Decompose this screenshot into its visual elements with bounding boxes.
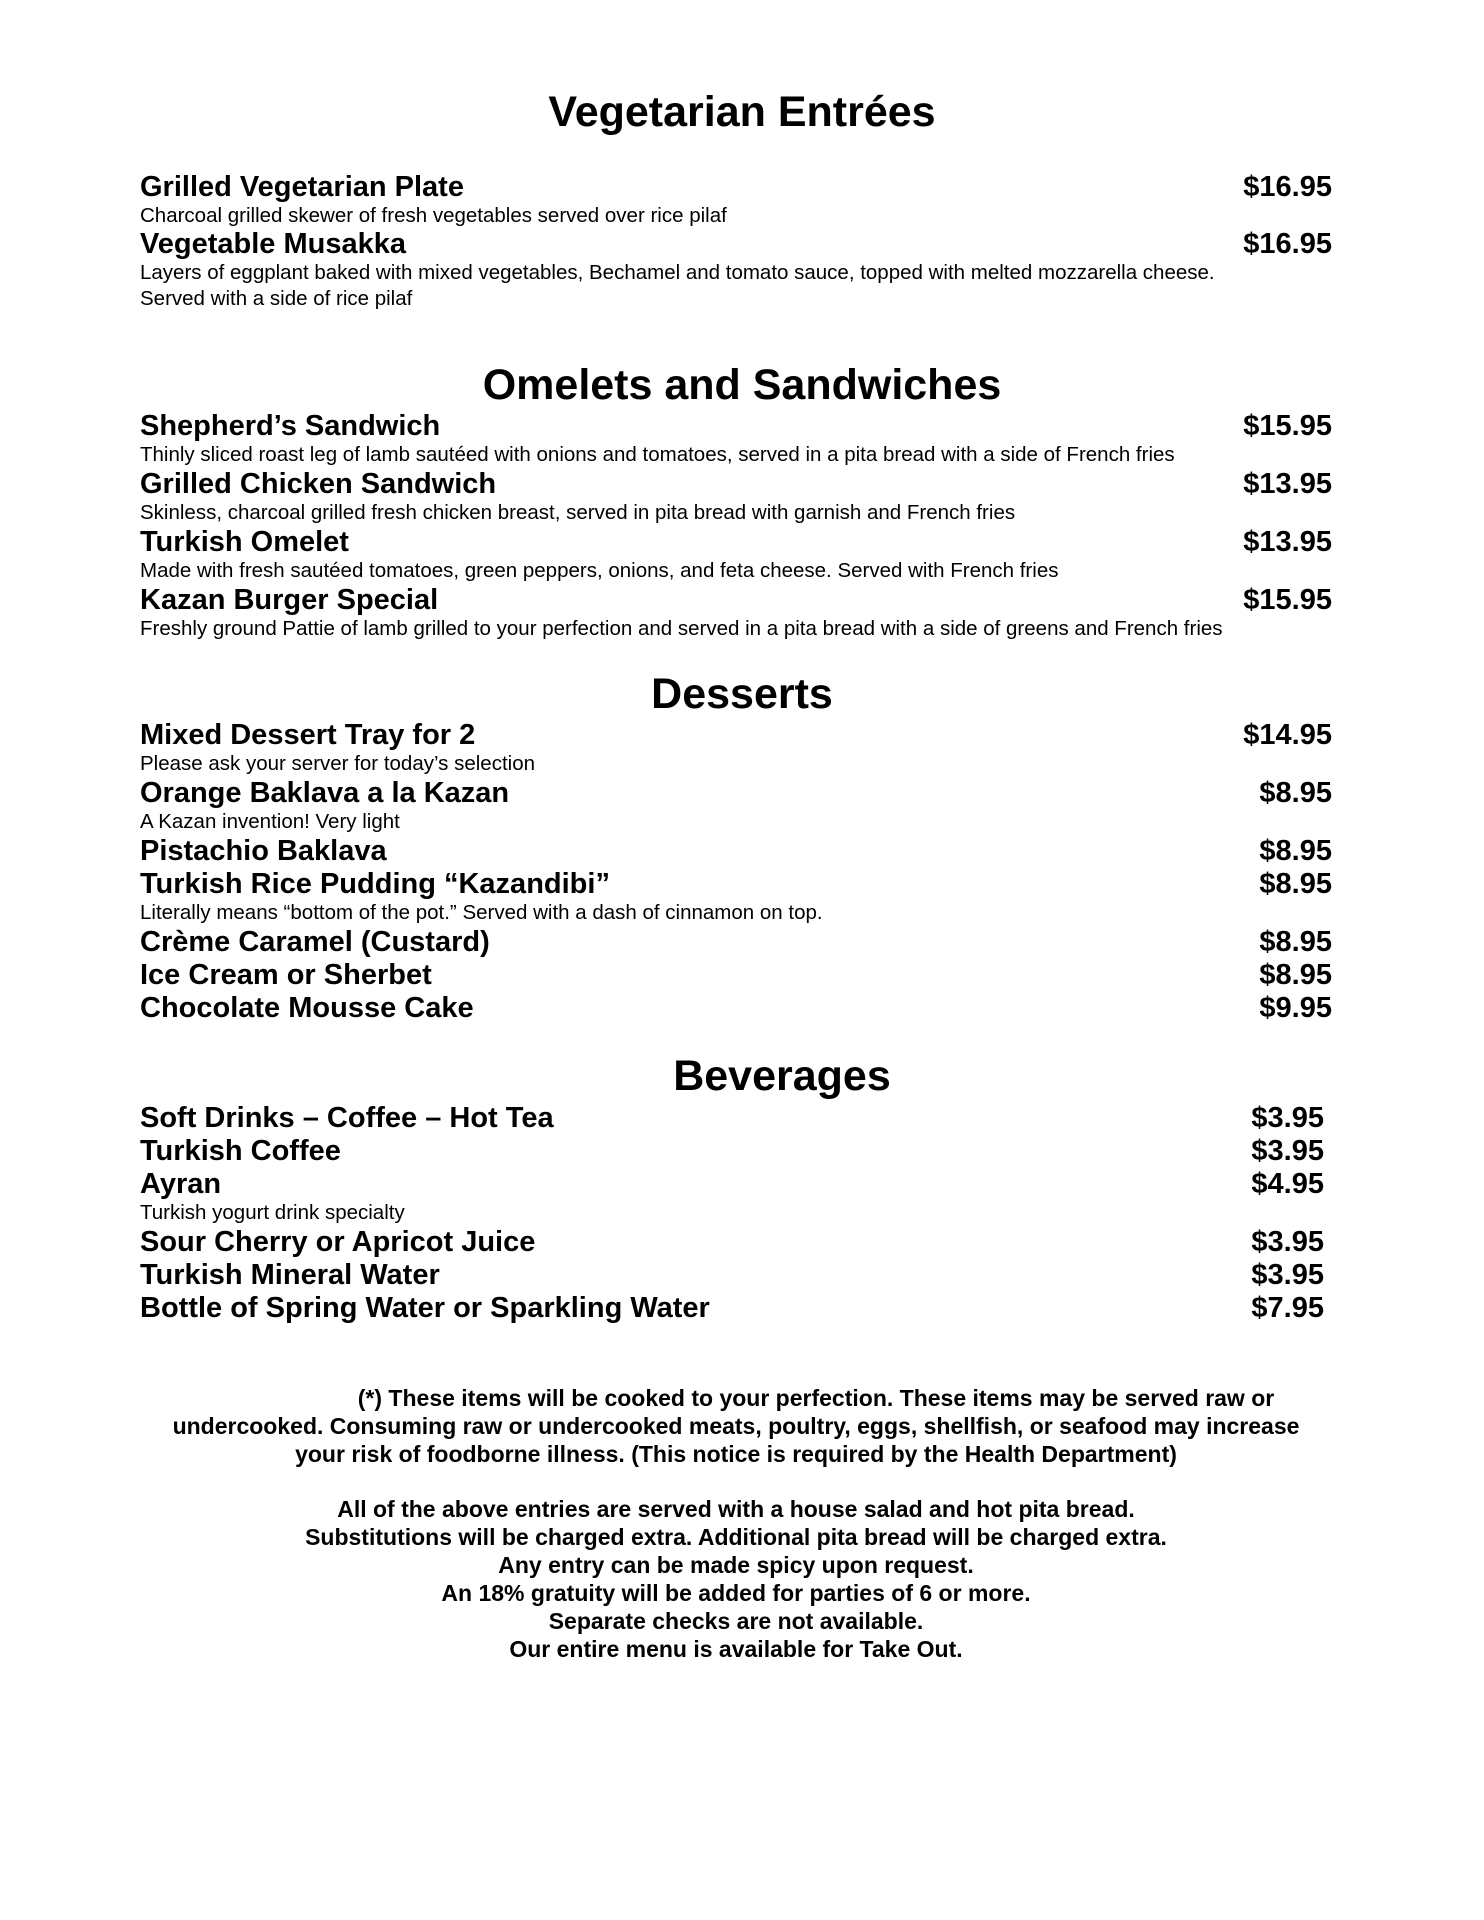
item-price: $16.95: [1243, 228, 1332, 260]
menu-item: [140, 991, 1332, 1025]
menu-item: [140, 1291, 1324, 1325]
item-name: Ice Cream or Sherbet: [140, 959, 432, 991]
section-title-desserts: Desserts: [651, 670, 833, 718]
item-name: Turkish Mineral Water: [140, 1259, 440, 1291]
menu-item: [140, 170, 1332, 204]
menu-item: [140, 718, 1332, 752]
item-name: Grilled Chicken Sandwich: [140, 468, 497, 500]
health-notice-line: your risk of foodborne illness. (This notice is required by the Health Department): [295, 1441, 1177, 1467]
item-price: $3.95: [1251, 1226, 1324, 1258]
menu-item: [140, 958, 1332, 992]
item-description: A Kazan invention! Very light: [140, 810, 400, 833]
item-description: Please ask your server for today’s selection: [140, 752, 536, 775]
policy-line: Substitutions will be charged extra. Additional pita bread will be charged extra.: [305, 1524, 1167, 1550]
item-name: Kazan Burger Special: [140, 584, 439, 616]
policy-notes: [140, 1495, 1332, 1663]
item-name: Orange Baklava a la Kazan: [140, 777, 510, 809]
item-name: Vegetable Musakka: [140, 228, 406, 260]
item-description-continued: Served with a side of rice pilaf: [140, 287, 413, 310]
item-price: $3.95: [1251, 1102, 1324, 1134]
menu-item: [140, 925, 1332, 959]
menu-item: [140, 867, 1332, 901]
policy-line: Separate checks are not available.: [548, 1608, 924, 1634]
item-description: Thinly sliced roast leg of lamb sautéed with onions and tomatoes, served in a pita bread with a side of French fries: [140, 443, 1175, 466]
item-price: $15.95: [1243, 410, 1332, 442]
item-name: Grilled Vegetarian Plate: [140, 171, 464, 203]
menu-item: [140, 409, 1332, 443]
item-description: Made with fresh sautéed tomatoes, green peppers, onions, and feta cheese. Served with French fries: [140, 559, 1059, 582]
item-price: $8.95: [1259, 959, 1332, 991]
menu-item: [140, 227, 1332, 261]
item-price: $13.95: [1243, 468, 1332, 500]
menu-item: [140, 1225, 1324, 1259]
item-name: Turkish Omelet: [140, 526, 349, 558]
item-price: $8.95: [1259, 926, 1332, 958]
item-price: $9.95: [1259, 992, 1332, 1024]
item-name: Pistachio Baklava: [140, 835, 387, 867]
section-title-beverages: Beverages: [673, 1052, 891, 1100]
item-name: Chocolate Mousse Cake: [140, 992, 474, 1024]
item-description: Literally means “bottom of the pot.” Served with a dash of cinnamon on top.: [140, 901, 823, 924]
item-price: $3.95: [1251, 1135, 1324, 1167]
item-price: $8.95: [1259, 868, 1332, 900]
menu-item: [140, 776, 1332, 810]
item-price: $13.95: [1243, 526, 1332, 558]
policy-line: Our entire menu is available for Take Out.: [509, 1636, 963, 1662]
item-price: $8.95: [1259, 777, 1332, 809]
item-name: Turkish Rice Pudding “Kazandibi”: [140, 868, 610, 900]
item-description: Charcoal grilled skewer of fresh vegetables served over rice pilaf: [140, 204, 727, 227]
menu-item: [140, 1167, 1324, 1201]
menu-item: [140, 525, 1332, 559]
item-name: Soft Drinks – Coffee – Hot Tea: [140, 1102, 554, 1134]
menu-item: [140, 583, 1332, 617]
section-title-omelets: Omelets and Sandwiches: [482, 361, 1002, 409]
item-description: Skinless, charcoal grilled fresh chicken breast, served in pita bread with garnish and French fries: [140, 501, 1016, 524]
item-price: $16.95: [1243, 171, 1332, 203]
policy-line: Any entry can be made spicy upon request.: [498, 1552, 974, 1578]
item-price: $14.95: [1243, 719, 1332, 751]
item-description: Turkish yogurt drink specialty: [140, 1201, 405, 1224]
policy-line: An 18% gratuity will be added for parties of 6 or more.: [441, 1580, 1031, 1606]
item-price: $3.95: [1251, 1259, 1324, 1291]
menu-item: [140, 467, 1332, 501]
item-name: Mixed Dessert Tray for 2: [140, 719, 476, 751]
menu-item: [140, 1101, 1324, 1135]
item-description: Freshly ground Pattie of lamb grilled to your perfection and served in a pita bread with a side of greens and French fries: [140, 617, 1223, 640]
health-notice-line: (*) These items will be cooked to your perfection. These items may be served raw or: [357, 1385, 1275, 1411]
item-name: Crème Caramel (Custard): [140, 926, 490, 958]
menu-item: [140, 1258, 1324, 1292]
section-title-vegetarian: Vegetarian Entrées: [548, 88, 936, 136]
health-notice: [140, 1384, 1332, 1468]
menu-item: [140, 834, 1332, 868]
item-price: $15.95: [1243, 584, 1332, 616]
item-name: Shepherd’s Sandwich: [140, 410, 441, 442]
item-name: Turkish Coffee: [140, 1135, 341, 1167]
item-price: $7.95: [1251, 1292, 1324, 1324]
menu-item: [140, 1134, 1324, 1168]
item-name: Sour Cherry or Apricot Juice: [140, 1226, 536, 1258]
item-name: Ayran: [140, 1168, 222, 1200]
item-name: Bottle of Spring Water or Sparkling Water: [140, 1292, 710, 1324]
health-notice-line: undercooked. Consuming raw or undercooked meats, poultry, eggs, shellfish, or seafood may increase: [172, 1413, 1300, 1439]
policy-line: All of the above entries are served with a house salad and hot pita bread.: [337, 1496, 1135, 1522]
item-price: $8.95: [1259, 835, 1332, 867]
item-price: $4.95: [1251, 1168, 1324, 1200]
item-description: Layers of eggplant baked with mixed vegetables, Bechamel and tomato sauce, topped with melted mozzarella cheese.: [140, 261, 1215, 284]
